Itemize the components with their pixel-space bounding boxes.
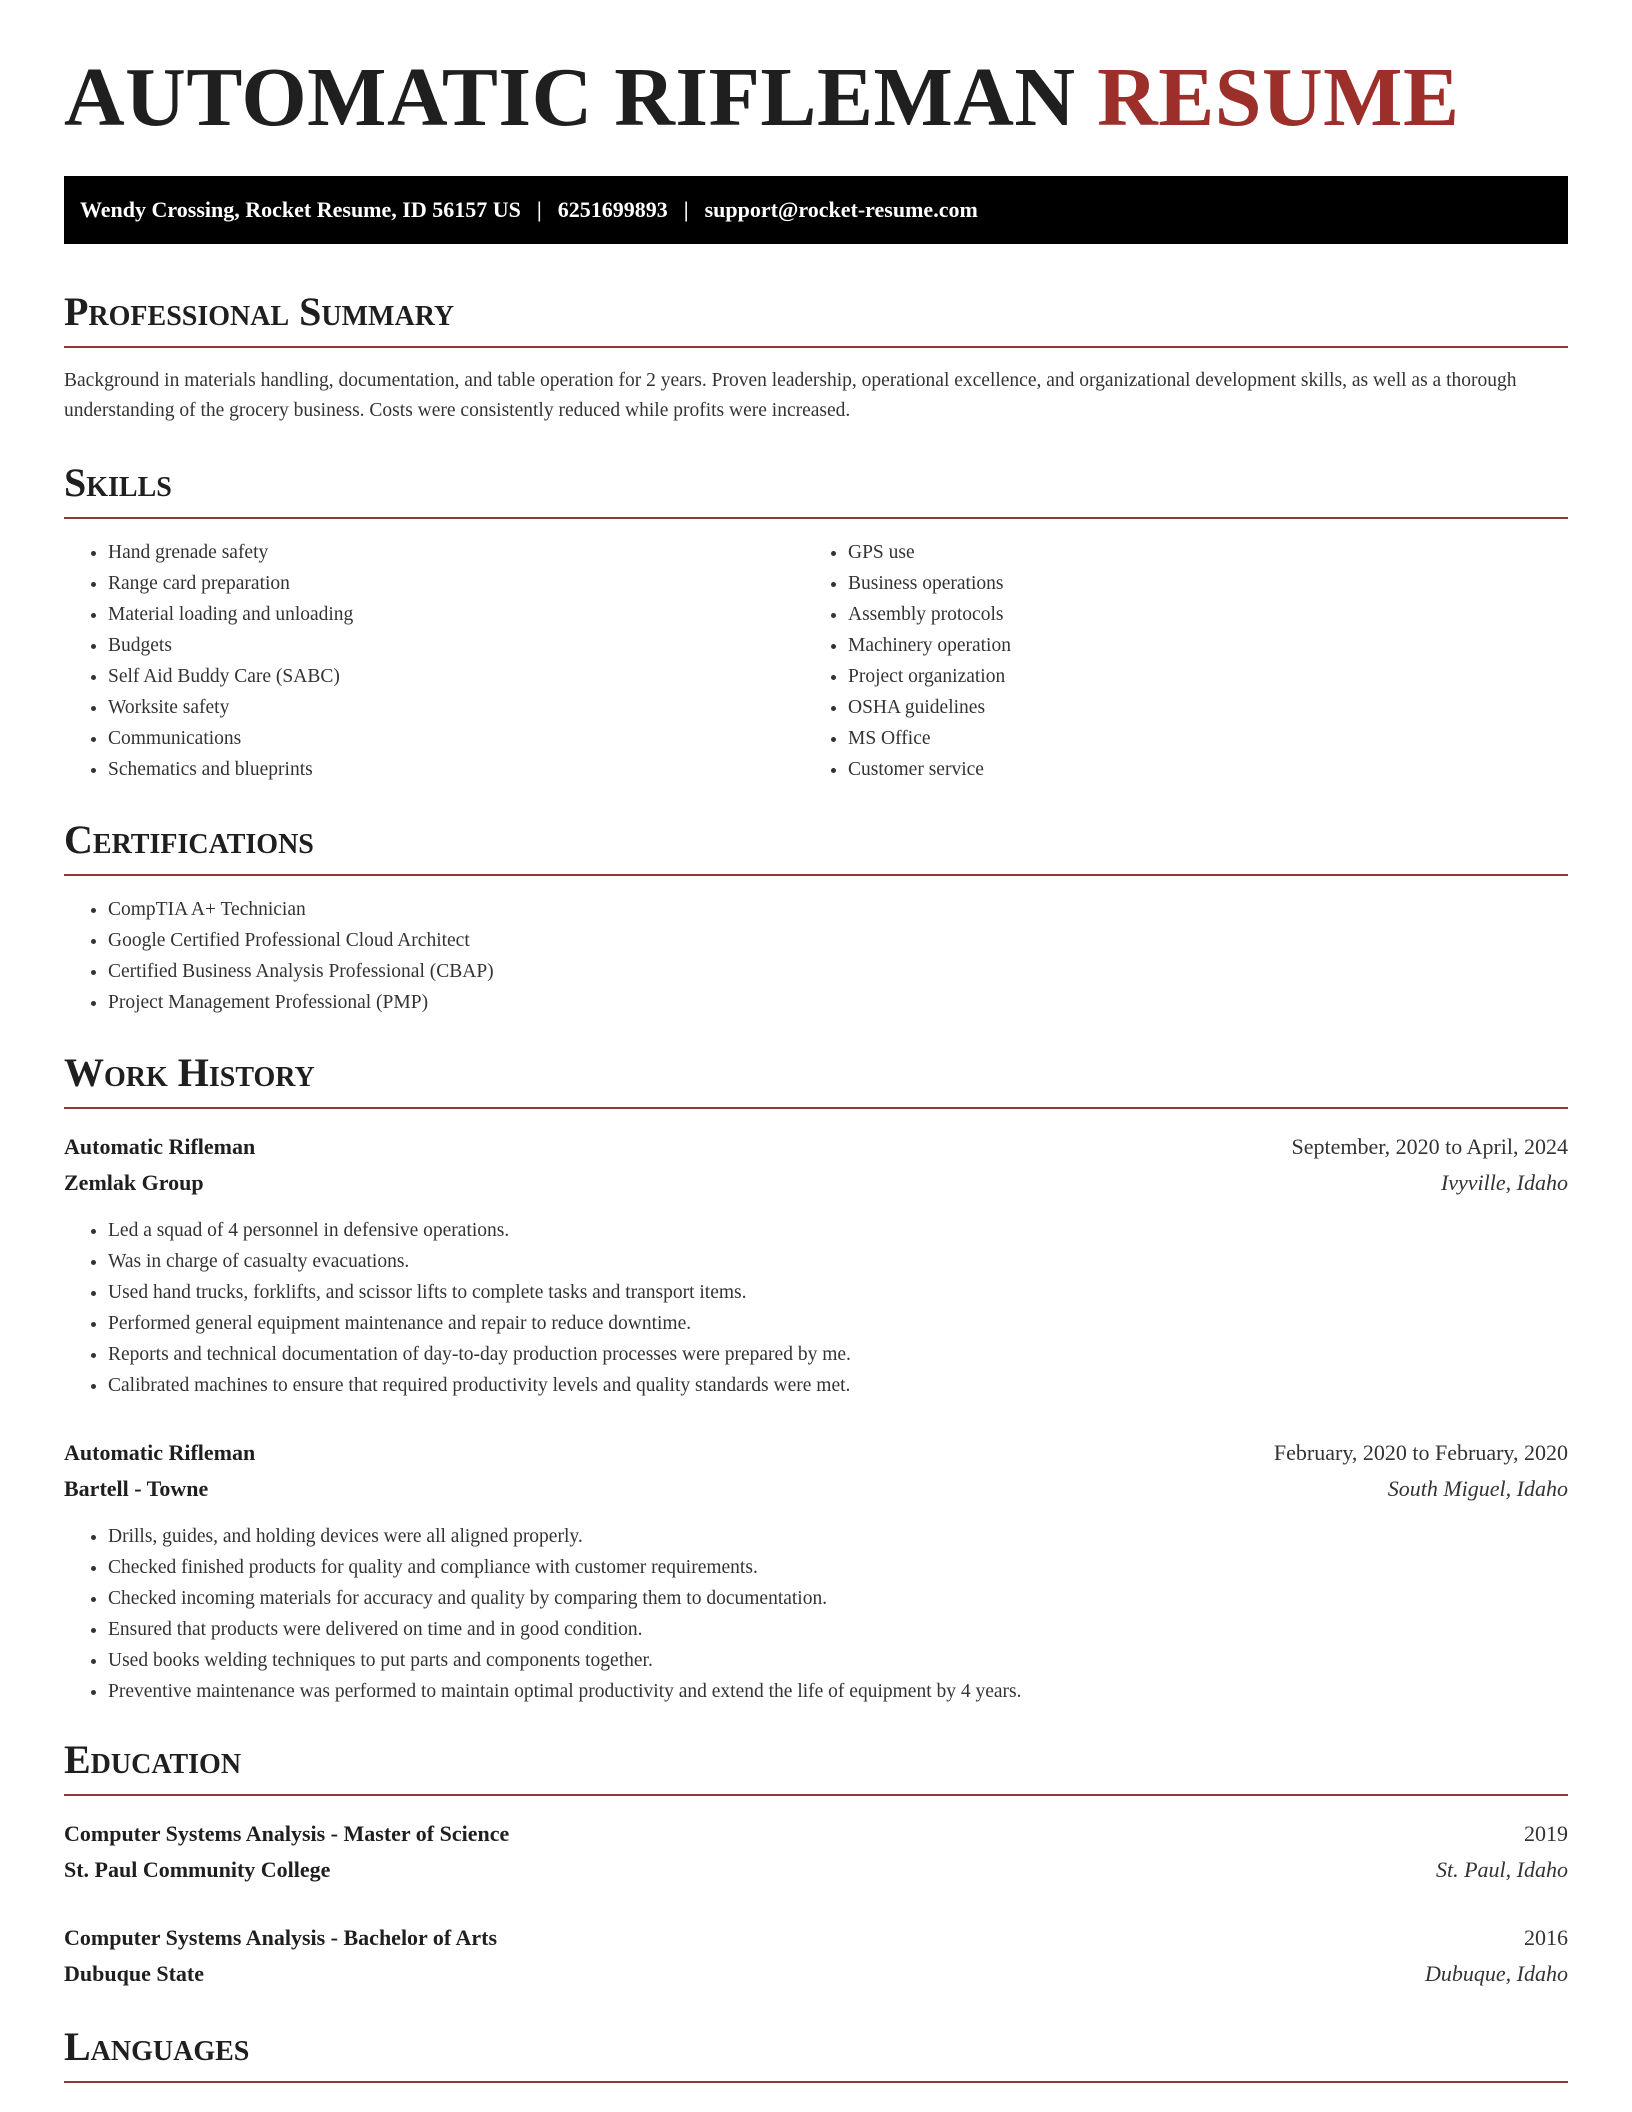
skill-item: • Communications bbox=[108, 723, 804, 754]
work-history-section bbox=[64, 1050, 1568, 1707]
certification-item: • Certified Business Analysis Professional (CBAP) bbox=[108, 956, 1568, 987]
job-dates: February, 2020 to February, 2020 bbox=[1273, 1440, 1568, 1465]
languages-section bbox=[64, 2024, 1568, 2083]
certification-item: • Google Certified Professional Cloud Architect bbox=[108, 925, 1568, 956]
skill-item: • Hand grenade safety bbox=[108, 537, 804, 568]
job-duty: • Preventive maintenance was performed to maintain optimal productivity and extend the life of equipment by 4 years. bbox=[108, 1676, 1568, 1707]
skill-item: • Range card preparation bbox=[108, 568, 804, 599]
education-section bbox=[64, 1737, 1568, 1992]
skill-item: • GPS use bbox=[848, 537, 1544, 568]
contact-phone: 6251699893 bbox=[557, 197, 668, 222]
job-duty: • Checked finished products for quality and compliance with customer requirements. bbox=[108, 1552, 1568, 1583]
job-title: Automatic Rifleman bbox=[64, 1440, 256, 1465]
job-duty: • Calibrated machines to ensure that required productivity levels and quality standards were met. bbox=[108, 1370, 1568, 1401]
education-location: St. Paul, Idaho bbox=[1436, 1857, 1568, 1882]
education-degree: Computer Systems Analysis - Bachelor of Arts bbox=[64, 1925, 498, 1950]
contact-email: support@rocket-resume.com bbox=[704, 197, 978, 222]
skill-item: • OSHA guidelines bbox=[848, 692, 1544, 723]
skill-item: • Worksite safety bbox=[108, 692, 804, 723]
skill-item: • Customer service bbox=[848, 754, 1544, 785]
skills-section bbox=[64, 460, 1568, 785]
skills-heading: Skills bbox=[64, 463, 1568, 519]
job-company: Bartell - Towne bbox=[64, 1476, 209, 1501]
contact-separator: | bbox=[536, 197, 542, 222]
job-company: Zemlak Group bbox=[64, 1170, 204, 1195]
job-duty: • Used hand trucks, forklifts, and scissor lifts to complete tasks and transport items. bbox=[108, 1277, 1568, 1308]
resume-title bbox=[64, 51, 1460, 144]
skill-item: • Machinery operation bbox=[848, 630, 1544, 661]
contact-bar bbox=[64, 176, 1568, 244]
certifications-section bbox=[64, 817, 1568, 1018]
certification-item: • Project Management Professional (PMP) bbox=[108, 987, 1568, 1018]
job-duties-list bbox=[64, 1215, 1568, 1401]
job-dates: September, 2020 to April, 2024 bbox=[1291, 1134, 1568, 1159]
job-duty: • Drills, guides, and holding devices were all aligned properly. bbox=[108, 1521, 1568, 1552]
work-history-heading: Work History bbox=[64, 1053, 1568, 1109]
education-entry bbox=[64, 1920, 1568, 1992]
skill-item: • Schematics and blueprints bbox=[108, 754, 804, 785]
education-location: Dubuque, Idaho bbox=[1425, 1961, 1568, 1986]
job-duties-list bbox=[64, 1521, 1568, 1707]
skill-item: • Self Aid Buddy Care (SABC) bbox=[108, 661, 804, 692]
job-location: Ivyville, Idaho bbox=[1440, 1170, 1568, 1195]
skill-item: • MS Office bbox=[848, 723, 1544, 754]
title-accent: RESUME bbox=[1097, 51, 1460, 144]
skill-item: • Material loading and unloading bbox=[108, 599, 804, 630]
contact-address: Wendy Crossing, Rocket Resume, ID 56157 US bbox=[80, 197, 521, 222]
education-year: 2016 bbox=[1524, 1925, 1568, 1950]
education-year: 2019 bbox=[1524, 1821, 1568, 1846]
job-title: Automatic Rifleman bbox=[64, 1134, 256, 1159]
job-duty: • Led a squad of 4 personnel in defensive operations. bbox=[108, 1215, 1568, 1246]
job-duty: • Reports and technical documentation of day-to-day production processes were prepared by me. bbox=[108, 1339, 1568, 1370]
languages-heading: Languages bbox=[64, 2027, 1568, 2083]
education-school-row bbox=[64, 1852, 1568, 1888]
skills-list-right bbox=[804, 537, 1544, 785]
job-duty: • Checked incoming materials for accuracy and quality by comparing them to documentation. bbox=[108, 1583, 1568, 1614]
contact-separator: | bbox=[683, 197, 689, 222]
job-company-row bbox=[64, 1165, 1568, 1201]
certifications-heading: Certifications bbox=[64, 820, 1568, 876]
education-school: Dubuque State bbox=[64, 1961, 204, 1986]
certifications-list bbox=[64, 894, 1568, 1018]
education-degree: Computer Systems Analysis - Master of Science bbox=[64, 1821, 510, 1846]
education-heading: Education bbox=[64, 1740, 1568, 1796]
skill-item: • Project organization bbox=[848, 661, 1544, 692]
job-entry bbox=[64, 1435, 1568, 1707]
certification-item: • CompTIA A+ Technician bbox=[108, 894, 1568, 925]
job-header-row bbox=[64, 1129, 1568, 1165]
job-header-row bbox=[64, 1435, 1568, 1471]
education-entry bbox=[64, 1816, 1568, 1888]
education-school-row bbox=[64, 1956, 1568, 1992]
job-duty: • Was in charge of casualty evacuations. bbox=[108, 1246, 1568, 1277]
summary-heading: Professional Summary bbox=[64, 292, 1568, 348]
education-school: St. Paul Community College bbox=[64, 1857, 331, 1882]
title-main: AUTOMATIC RIFLEMAN bbox=[64, 51, 1076, 144]
skills-grid bbox=[64, 537, 1568, 785]
job-location: South Miguel, Idaho bbox=[1387, 1476, 1568, 1501]
skill-item: • Business operations bbox=[848, 568, 1544, 599]
education-degree-row bbox=[64, 1816, 1568, 1852]
skills-list-left bbox=[64, 537, 804, 785]
job-duty: • Ensured that products were delivered on time and in good condition. bbox=[108, 1614, 1568, 1645]
summary-section bbox=[64, 289, 1568, 426]
education-degree-row bbox=[64, 1920, 1568, 1956]
summary-text: Background in materials handling, documentation, and table operation for 2 years. Proven leadership, operational excellence, and organizational development skills, as well as a thorough understanding of the grocery business. Costs were consistently reduced while profits were increased. bbox=[64, 370, 1517, 421]
skill-item: • Assembly protocols bbox=[848, 599, 1544, 630]
job-duty: • Performed general equipment maintenance and repair to reduce downtime. bbox=[108, 1308, 1568, 1339]
job-company-row bbox=[64, 1471, 1568, 1507]
skill-item: • Budgets bbox=[108, 630, 804, 661]
job-entry bbox=[64, 1129, 1568, 1401]
job-duty: • Used books welding techniques to put parts and components together. bbox=[108, 1645, 1568, 1676]
